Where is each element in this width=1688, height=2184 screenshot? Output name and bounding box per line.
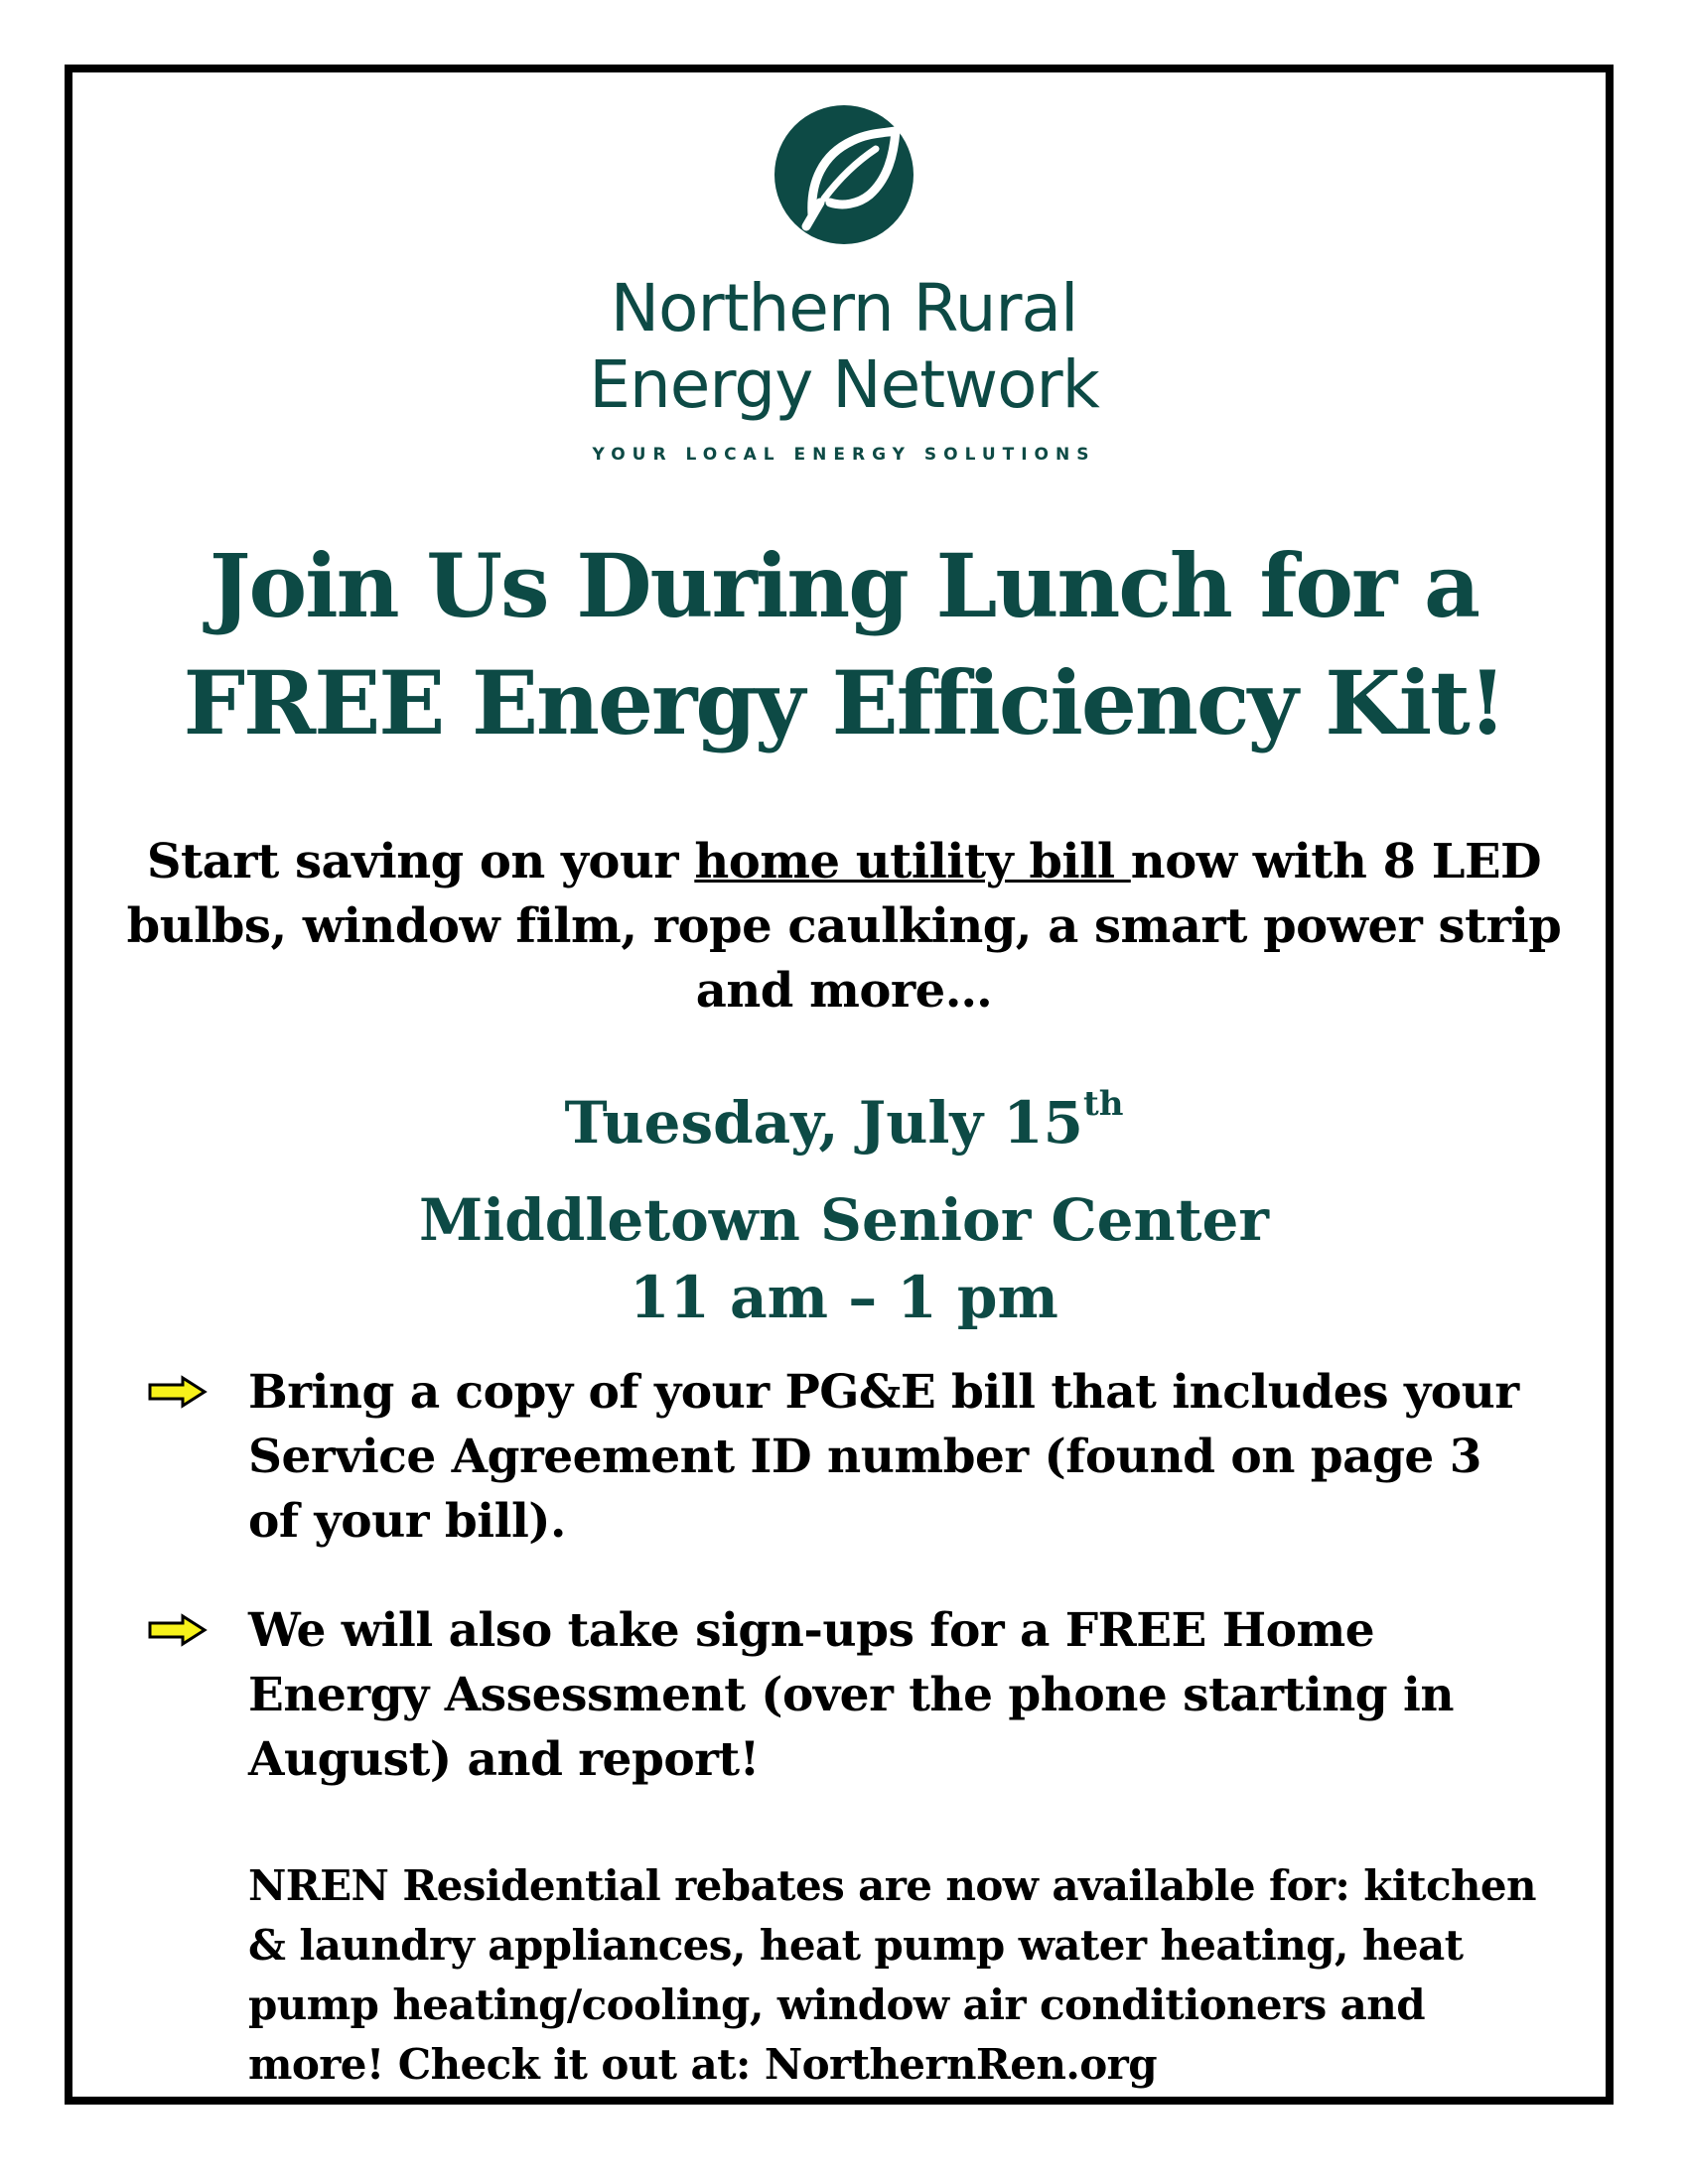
org-name-line1: Northern Rural: [610, 270, 1078, 346]
event-date: [0, 1084, 1688, 1157]
rebates-paragraph: NREN Residential rebates are now available for: kitchen & laundry appliances, heat pump water heating, heat pump heating/cooling, window air conditioners and more! Check it out at: NorthernRen.org: [248, 1861, 1536, 2089]
bullet-energy-assessment: We will also take sign-ups for a FREE Home Energy Assessment (over the phone starting in August) and report!: [248, 1603, 1455, 1787]
leaf-logo-icon: [773, 103, 915, 246]
bullet-bring-bill: Bring a copy of your PG&E bill that includes your Service Agreement ID number (found on page 3 of your bill).: [248, 1365, 1519, 1549]
org-name-line2: Energy Network: [589, 346, 1099, 423]
intro-paragraph: [99, 830, 1589, 1024]
event-date-suffix: th: [1083, 1084, 1124, 1124]
headline-line2: FREE Energy Efficiency Kit!: [183, 651, 1505, 754]
headline-line1: Join Us During Lunch for a: [209, 534, 1479, 637]
intro-text-after: now with 8 LED bulbs, window film, rope caulking, a smart power strip and more…: [126, 834, 1562, 1019]
event-venue: Middletown Senior Center: [419, 1186, 1269, 1254]
intro-underlined-text: home utility bill: [694, 834, 1131, 889]
event-time: 11 am – 1 pm: [630, 1264, 1058, 1331]
right-arrow-icon: [147, 1375, 209, 1409]
event-date-text: Tuesday, July 15: [564, 1089, 1084, 1157]
org-tagline: YOUR LOCAL ENERGY SOLUTIONS: [592, 445, 1096, 465]
right-arrow-icon: [147, 1613, 209, 1647]
intro-text-before: Start saving on your: [146, 834, 695, 889]
